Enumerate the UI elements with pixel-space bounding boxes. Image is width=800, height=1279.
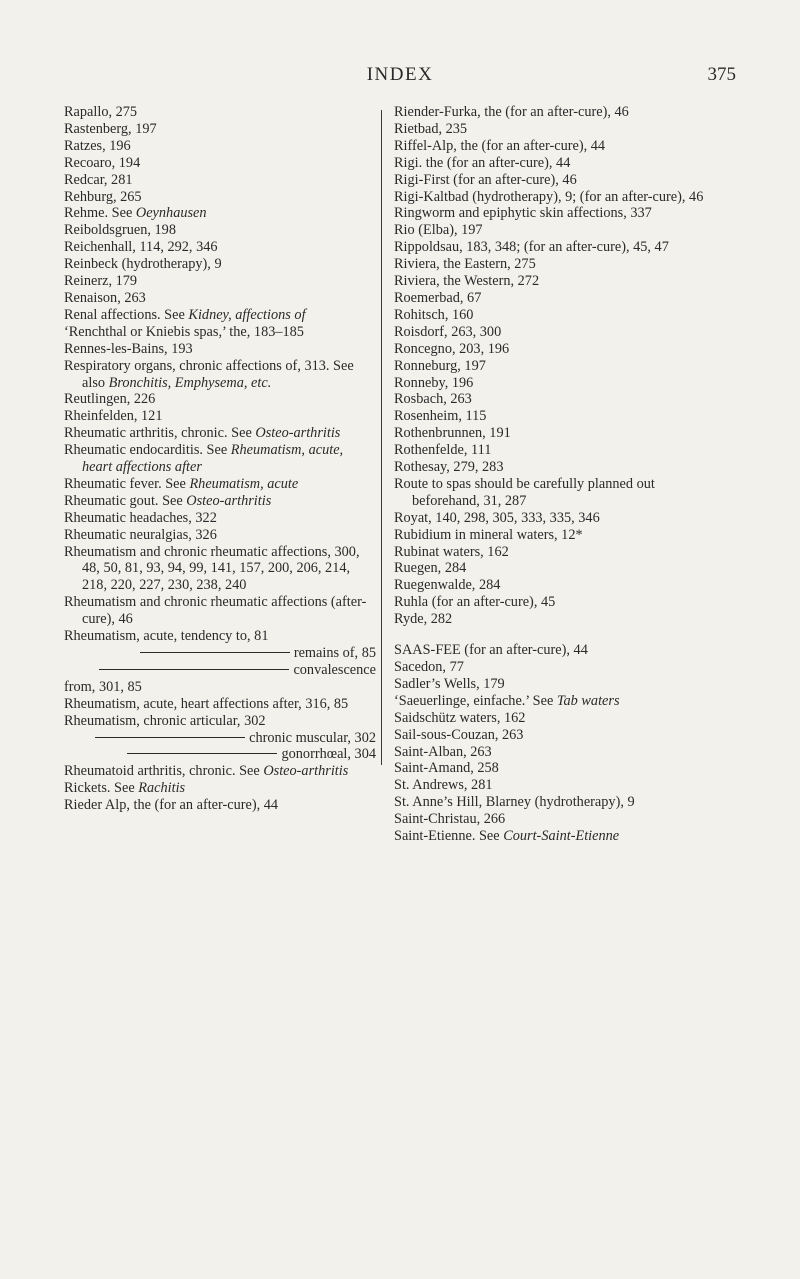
- index-entry: [64, 645, 376, 662]
- entry-text: Rheumatic headaches, 322: [64, 509, 217, 526]
- index-entry: [394, 408, 724, 425]
- index-entry: [394, 239, 724, 256]
- index-entry: [64, 341, 376, 358]
- index-entry: [64, 696, 376, 713]
- entry-text: Rheumatism, acute, heart affections after, 316, 85: [64, 695, 349, 712]
- entry-text: Roncegno, 203, 196: [394, 340, 510, 357]
- entry-text: SAAS-FEE (for an after-cure), 44: [394, 642, 588, 659]
- see-reference: Court-Saint-Etienne: [503, 828, 620, 845]
- entry-text: Rubidium in mineral waters, 12*: [394, 526, 583, 543]
- index-entry: [394, 256, 724, 273]
- index-entry: [64, 493, 376, 510]
- ditto-dash: [140, 652, 290, 653]
- entry-text: Ronneburg, 197: [394, 357, 486, 374]
- entry-text: Recoaro, 194: [64, 154, 141, 171]
- index-entry: [394, 544, 724, 561]
- see-reference: Oeynhausen: [135, 205, 207, 222]
- entry-text: Rheumatism and chronic rheumatic affections, 300, 48, 50, 81, 93, 94, 99, 141, 157, 200, 206, 214, 218, 220, 227, 230, 238, 240: [64, 543, 360, 594]
- see-reference: Osteo-arthritis: [263, 763, 349, 780]
- index-column-right: [394, 104, 724, 845]
- entry-text: Renaison, 263: [64, 289, 146, 306]
- entry-text: Rippoldsau, 183, 348; (for an after-cure), 45, 47: [394, 239, 669, 256]
- entry-text: Rigi. the (for an after-cure), 44: [394, 154, 571, 171]
- entry-text: Rehburg, 265: [64, 188, 142, 205]
- index-entry: [64, 510, 376, 527]
- entry-text: Rothesay, 279, 283: [394, 459, 504, 476]
- entry-text: Rheumatic endocarditis. See: [64, 442, 231, 459]
- index-entry: [394, 811, 724, 828]
- ditto-dash: [99, 669, 289, 670]
- index-entry: [394, 676, 724, 693]
- see-reference: Rheumatism, acute, heart affections after: [82, 442, 344, 476]
- page-header: [0, 64, 800, 94]
- entry-text: Rheumatism, acute, tendency to, 81: [64, 628, 269, 645]
- entry-text: Rapallo, 275: [64, 104, 138, 120]
- index-entry: [394, 290, 724, 307]
- index-entry: [64, 172, 376, 189]
- index-entry: [394, 324, 724, 341]
- index-entry: [64, 713, 376, 730]
- index-entry: [64, 307, 376, 324]
- entry-text: Rehme. See: [64, 205, 136, 222]
- entry-text: Rigi-First (for an after-cure), 46: [394, 171, 577, 188]
- index-entry: [64, 780, 376, 797]
- entry-text: Ryde, 282: [394, 611, 453, 628]
- page-title: INDEX: [366, 64, 434, 85]
- index-entry: [64, 138, 376, 155]
- entry-text: Ruegen, 284: [394, 560, 467, 577]
- index-entry: [394, 744, 724, 761]
- entry-text: Rheumatic fever. See: [64, 475, 190, 492]
- section-gap: [394, 628, 724, 642]
- index-entry: [394, 442, 724, 459]
- index-entry: [64, 290, 376, 307]
- index-entry: [64, 442, 376, 476]
- index-entry: [394, 594, 724, 611]
- index-entry: [64, 104, 376, 121]
- entry-text: Rothenfelde, 111: [394, 442, 492, 459]
- index-entry: [394, 307, 724, 324]
- entry-text: ‘Saeuerlinge, einfache.’ See: [394, 692, 557, 709]
- ditto-dash: [95, 737, 245, 738]
- index-entry: [394, 828, 724, 845]
- index-entry: [394, 205, 724, 222]
- index-entry: [64, 797, 376, 814]
- index-entry: [394, 425, 724, 442]
- entry-text: Riviera, the Eastern, 275: [394, 256, 536, 273]
- entry-text: convalescence: [293, 661, 376, 678]
- entry-text: Roisdorf, 263, 300: [394, 323, 502, 340]
- index-entry: [64, 273, 376, 290]
- index-entry: [64, 391, 376, 408]
- index-entry: [394, 189, 724, 206]
- index-entry: [394, 391, 724, 408]
- entry-text: Reinerz, 179: [64, 273, 138, 290]
- index-entry: [394, 510, 724, 527]
- index-entry: [64, 628, 376, 645]
- index-entry: [394, 138, 724, 155]
- entry-text: Rheumatism, chronic articular, 302: [64, 712, 266, 729]
- index-entry: [64, 155, 376, 172]
- index-column-left: [64, 104, 376, 814]
- entry-text: Rio (Elba), 197: [394, 222, 483, 239]
- index-entry: [394, 273, 724, 290]
- entry-text: Route to spas should be carefully planned out beforehand, 31, 287: [394, 475, 655, 509]
- entry-text: Rigi-Kaltbad (hydrotherapy), 9; (for an after-cure), 46: [394, 188, 704, 205]
- index-entry: [64, 763, 376, 780]
- entry-text: Respiratory organs, chronic affections of, 313. See also: [64, 357, 354, 391]
- entry-text: Riviera, the Western, 272: [394, 273, 540, 290]
- entry-text: Sadler’s Wells, 179: [394, 675, 505, 692]
- see-reference: Tab waters: [556, 692, 620, 709]
- entry-text: remains of, 85: [293, 645, 376, 661]
- index-entry: [64, 205, 376, 222]
- entry-text: Renal affections. See: [64, 306, 189, 323]
- index-entry: [394, 760, 724, 777]
- entry-text: Rothenbrunnen, 191: [394, 425, 511, 442]
- index-entry: [64, 679, 376, 696]
- entry-text: Rheumatic gout. See: [64, 492, 187, 509]
- index-entry: [394, 560, 724, 577]
- index-entry: [394, 659, 724, 676]
- see-reference: Bronchitis, Emphysema, etc.: [108, 374, 272, 391]
- see-reference: Kidney, affections of: [188, 306, 306, 323]
- index-entry: [394, 476, 724, 510]
- entry-text: Roemerbad, 67: [394, 289, 482, 306]
- entry-text: Sail-sous-Couzan, 263: [394, 726, 524, 743]
- entry-text: Rheinfelden, 121: [64, 408, 163, 425]
- entry-text: Ratzes, 196: [64, 137, 131, 154]
- index-entry: [394, 727, 724, 744]
- entry-text: Rietbad, 235: [394, 120, 468, 137]
- entry-text: Rheumatoid arthritis, chronic. See: [64, 763, 264, 780]
- index-entry: [394, 172, 724, 189]
- entry-text: Ruhla (for an after-cure), 45: [394, 594, 556, 611]
- entry-text: Reutlingen, 226: [64, 391, 156, 408]
- entry-text: St. Andrews, 281: [394, 777, 493, 794]
- index-entry: [64, 408, 376, 425]
- index-entry: [394, 611, 724, 628]
- index-entry: [394, 155, 724, 172]
- page-number: 375: [707, 64, 736, 85]
- entry-text: ‘Renchthal or Kniebis spas,’ the, 183–185: [64, 323, 304, 340]
- index-entry: [394, 577, 724, 594]
- index-entry: [394, 121, 724, 138]
- entry-text: Riffel-Alp, the (for an after-cure), 44: [394, 137, 606, 154]
- entry-text: Reiboldsgruen, 198: [64, 222, 176, 239]
- see-reference: Rachitis: [138, 780, 186, 797]
- index-entry: [394, 642, 724, 659]
- entry-text: St. Anne’s Hill, Blarney (hydrotherapy), 9: [394, 794, 635, 811]
- column-divider: [381, 110, 382, 765]
- index-entry: [64, 730, 376, 747]
- entry-text: Rubinat waters, 162: [394, 543, 509, 560]
- index-entry: [64, 594, 376, 628]
- entry-text: Rieder Alp, the (for an after-cure), 44: [64, 797, 279, 814]
- index-entry: [394, 375, 724, 392]
- index-entry: [64, 527, 376, 544]
- entry-text: Sacedon, 77: [394, 659, 464, 675]
- index-entry: [394, 459, 724, 476]
- index-entry: [394, 341, 724, 358]
- entry-text: Ringworm and epiphytic skin affections, 337: [394, 205, 652, 222]
- see-reference: Rheumatism, acute: [189, 475, 299, 492]
- entry-text: gonorrhœal, 304: [281, 746, 376, 763]
- index-entry: [64, 662, 376, 679]
- index-entry: [64, 746, 376, 763]
- index-entry: [64, 222, 376, 239]
- index-entry: [64, 476, 376, 493]
- index-entry: [64, 358, 376, 392]
- entry-text: Rheumatic neuralgias, 326: [64, 526, 217, 543]
- entry-text: Rheumatism and chronic rheumatic affections (after-cure), 46: [64, 594, 367, 628]
- index-entry: [64, 121, 376, 138]
- index-entry: [394, 104, 724, 121]
- entry-text: Saidschütz waters, 162: [394, 709, 526, 726]
- entry-text: Saint-Amand, 258: [394, 760, 499, 777]
- entry-text: Saint-Etienne. See: [394, 828, 504, 845]
- index-entry: [64, 239, 376, 256]
- entry-text: Royat, 140, 298, 305, 333, 335, 346: [394, 509, 600, 526]
- entry-text: Ruegenwalde, 284: [394, 577, 501, 594]
- entry-text: Rastenberg, 197: [64, 120, 157, 137]
- index-entry: [64, 324, 376, 341]
- index-entry: [64, 544, 376, 595]
- entry-text: chronic muscular, 302: [249, 729, 376, 746]
- index-entry: [64, 189, 376, 206]
- see-reference: Osteo-arthritis: [186, 492, 272, 509]
- entry-text: Rohitsch, 160: [394, 306, 474, 323]
- entry-text: Ronneby, 196: [394, 374, 474, 391]
- entry-text: Reinbeck (hydrotherapy), 9: [64, 256, 222, 273]
- index-entry: [394, 777, 724, 794]
- entry-text: Saint-Christau, 266: [394, 811, 506, 828]
- index-entry: [394, 794, 724, 811]
- entry-text: Rosbach, 263: [394, 391, 472, 408]
- entry-text: Redcar, 281: [64, 171, 133, 188]
- index-entry: [394, 222, 724, 239]
- ditto-dash: [127, 753, 277, 754]
- entry-text: Rheumatic arthritis, chronic. See: [64, 425, 256, 442]
- entry-text: Rennes-les-Bains, 193: [64, 340, 193, 357]
- index-entry: [394, 693, 724, 710]
- index-entry: [64, 425, 376, 442]
- entry-text: Reichenhall, 114, 292, 346: [64, 239, 218, 256]
- entry-text: Riender-Furka, the (for an after-cure), 46: [394, 104, 629, 120]
- entry-text: Saint-Alban, 263: [394, 743, 492, 760]
- see-reference: Osteo-arthritis: [255, 425, 341, 442]
- index-entry: [394, 710, 724, 727]
- entry-text: Rickets. See: [64, 780, 139, 797]
- index-entry: [64, 256, 376, 273]
- index-entry: [394, 527, 724, 544]
- index-entry: [394, 358, 724, 375]
- entry-text: Rosenheim, 115: [394, 408, 487, 425]
- entry-text: from, 301, 85: [64, 678, 142, 695]
